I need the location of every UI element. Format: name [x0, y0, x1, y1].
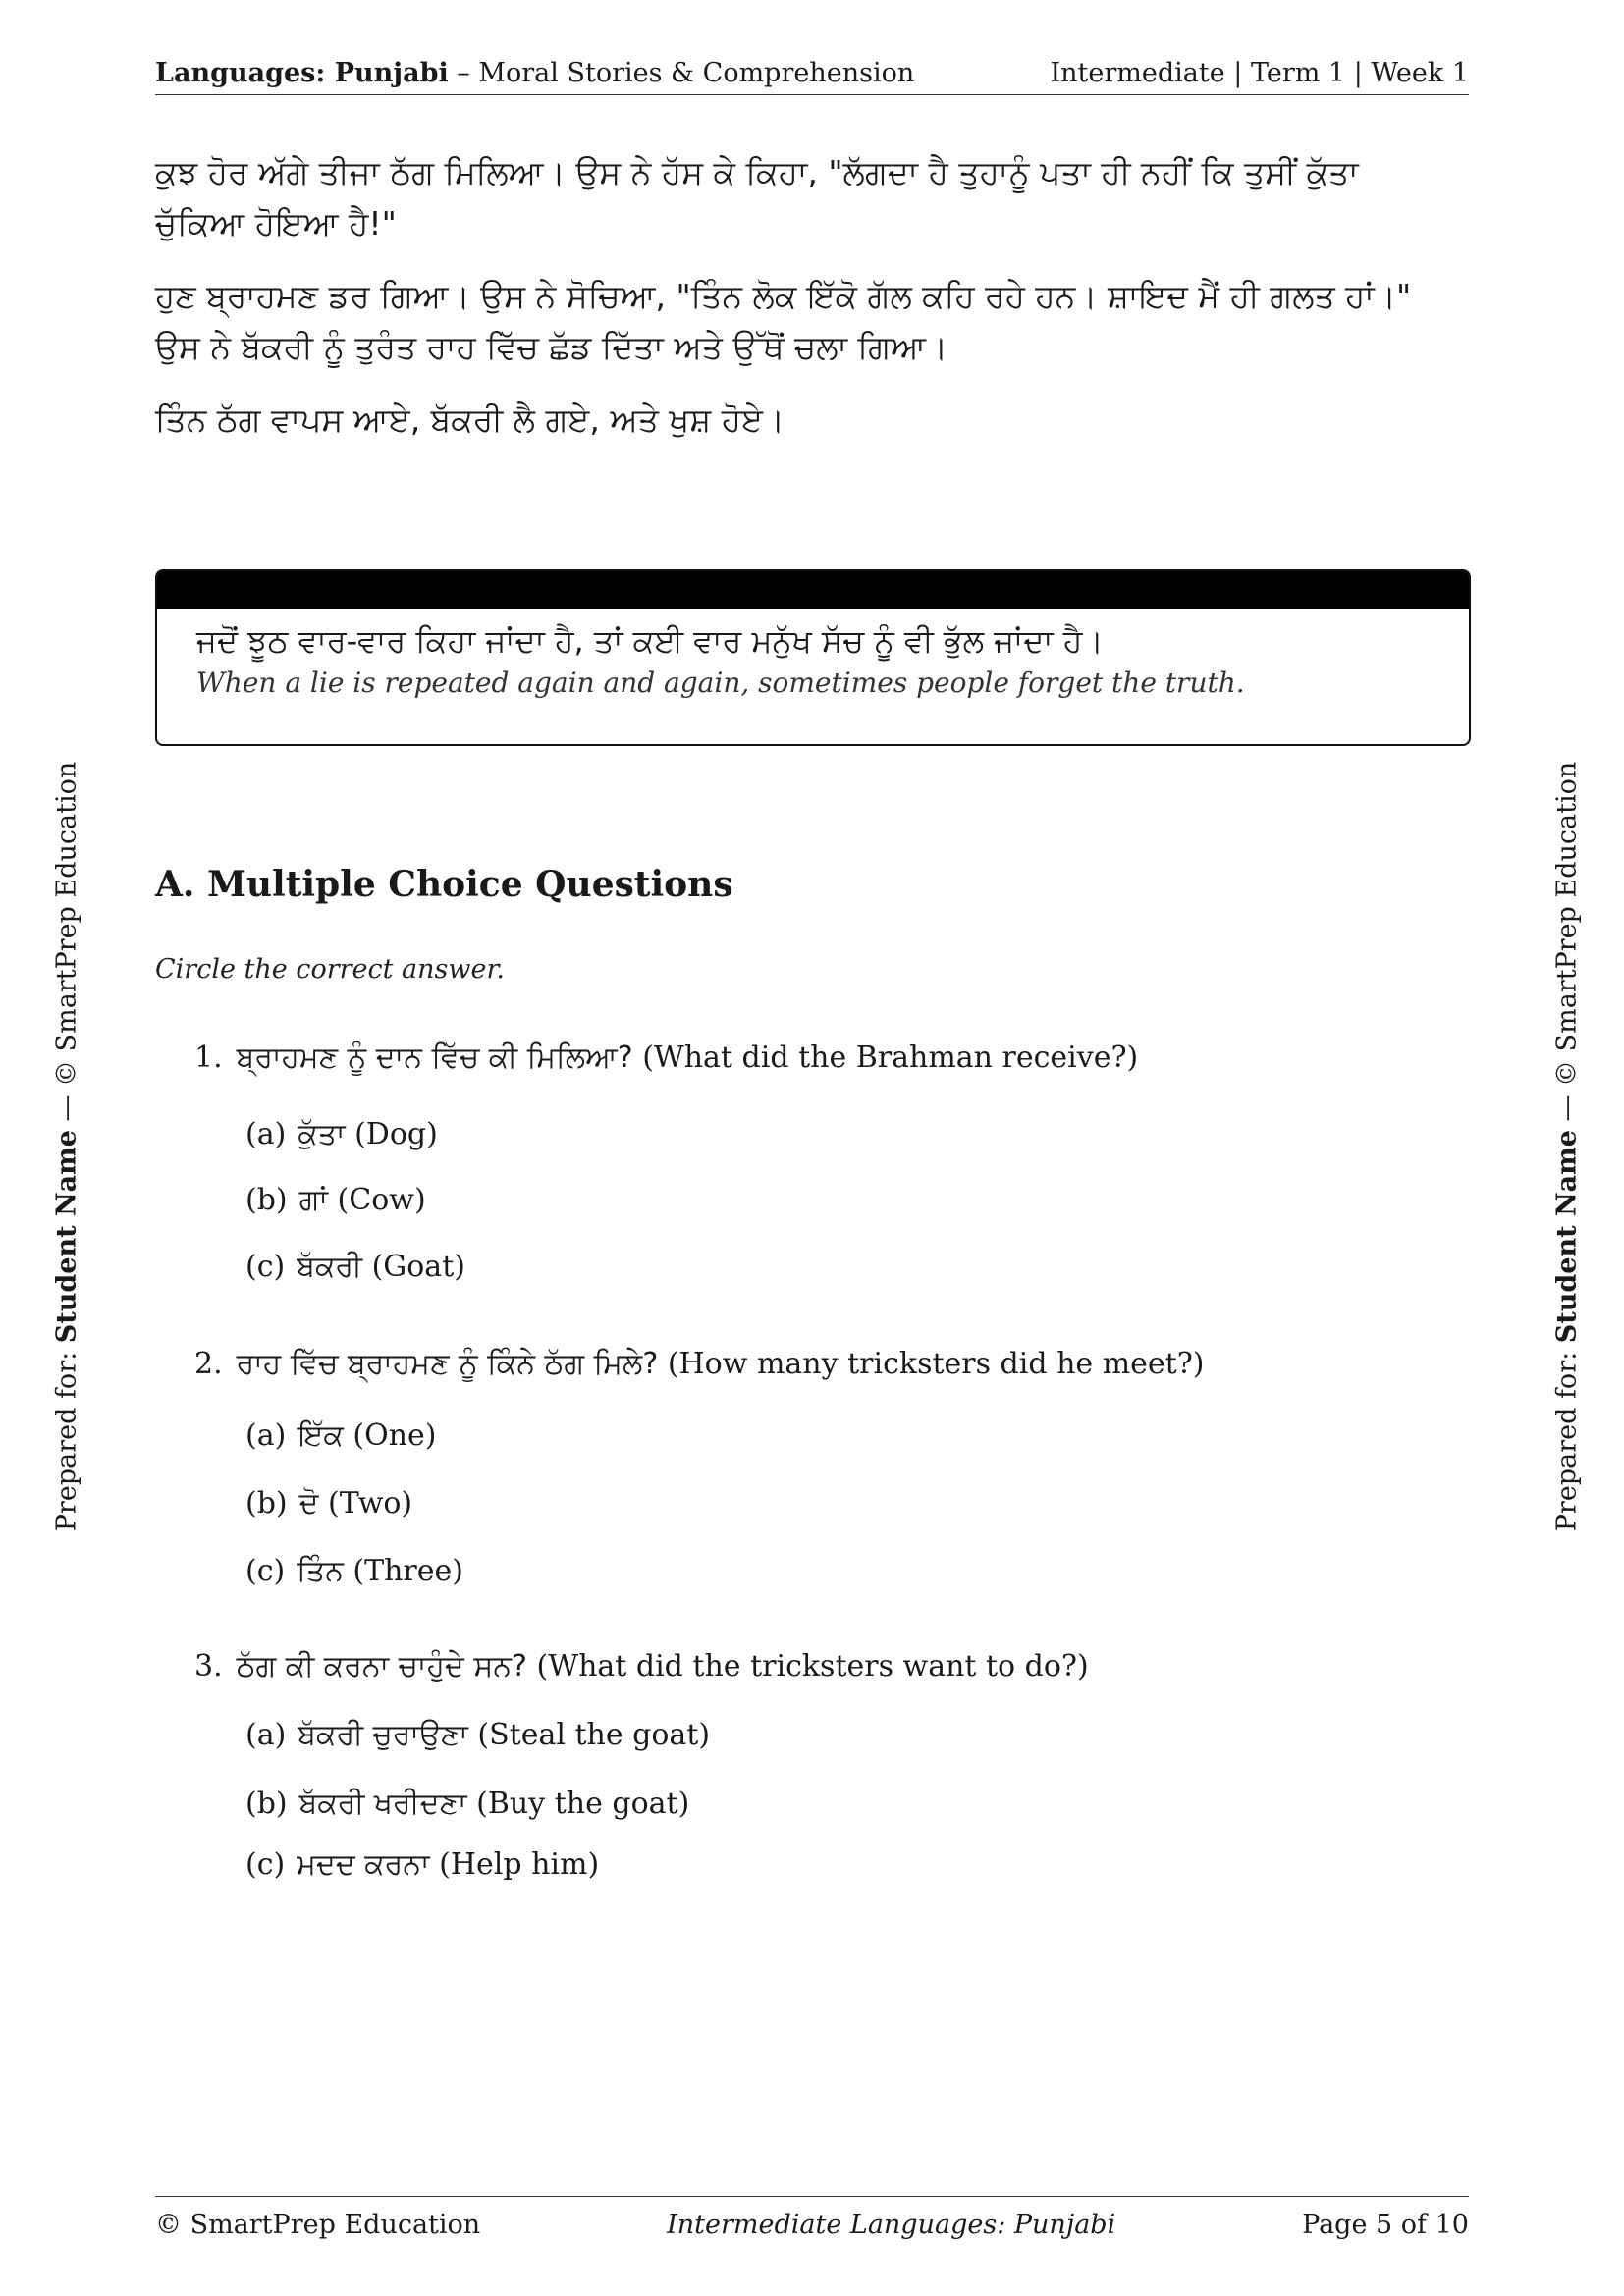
option-punjabi: ਤਿੰਨ	[297, 1554, 344, 1588]
side-suffix: — © SmartPrep Education	[51, 761, 82, 1131]
side-prefix: Prepared for:	[51, 1343, 82, 1532]
option-letter: (c)	[245, 1554, 286, 1588]
option-letter: (a)	[245, 1718, 287, 1752]
footer-page-number: Page 5 of 10	[1302, 2210, 1469, 2240]
option-english: (Goat)	[371, 1250, 465, 1284]
option-letter: (a)	[245, 1418, 287, 1453]
header-level-info: Intermediate | Term 1 | Week 1	[1050, 58, 1469, 88]
option-letter: (c)	[245, 1847, 286, 1882]
option-english: (One)	[352, 1418, 437, 1453]
option-punjabi: ਦੋ	[298, 1486, 319, 1521]
option-punjabi: ਬੱਕਰੀ	[297, 1250, 363, 1284]
question-3	[194, 1649, 1089, 1683]
page-footer	[155, 2196, 1469, 2240]
footer-copyright: © SmartPrep Education	[155, 2210, 481, 2240]
question-1	[194, 1041, 1138, 1075]
section-instruction: Circle the correct answer.	[155, 954, 505, 985]
option-letter: (a)	[245, 1117, 287, 1151]
q2-option-c[interactable]	[245, 1554, 463, 1588]
option-english: (Help him)	[439, 1847, 600, 1882]
section-title: A. Multiple Choice Questions	[155, 864, 733, 905]
story-text	[155, 147, 1471, 467]
option-punjabi: ਬੱਕਰੀ ਚੁਰਾਉਣਾ	[298, 1718, 468, 1752]
story-p1-line1: ਕੁਝ ਹੋਰ ਅੱਗੇ ਤੀਜਾ ਠੱਗ ਮਿਲਿਆ। ਉਸ ਨੇ ਹੱਸ ਕੇ ਕਿਹਾ, "ਲੱਗਦਾ ਹੈ ਤੁਹਾਨੂੰ ਪਤਾ ਹੀ ਨਹੀਂ ਕਿ ਤੁਸੀਂ ਕੁੱਤਾ	[155, 153, 1359, 191]
page-header	[155, 49, 1469, 95]
question-english: (How many tricksters did he meet?)	[667, 1347, 1205, 1381]
story-p2-line1: ਹੁਣ ਬ੍ਰਾਹਮਣ ਡਰ ਗਿਆ। ਉਸ ਨੇ ਸੋਚਿਆ, "ਤਿੰਨ ਲੋਕ ਇੱਕੋ ਗੱਲ ਕਹਿ ਰਹੇ ਹਨ। ਸ਼ਾਇਦ ਮੈਂ ਹੀ ਗਲਤ ਹਾਂ।"	[155, 277, 1412, 315]
option-english: (Three)	[352, 1554, 463, 1588]
right-side-label-text	[1552, 762, 1583, 1531]
option-punjabi: ਮਦਦ ਕਰਨਾ	[297, 1847, 430, 1882]
option-letter: (b)	[245, 1183, 288, 1217]
option-english: (Steal the goat)	[477, 1718, 711, 1752]
option-punjabi: ਬੱਕਰੀ ਖਰੀਦਣਾ	[298, 1787, 467, 1821]
header-subject-rest: – Moral Stories & Comprehension	[448, 58, 915, 88]
option-punjabi: ਗਾਂ	[298, 1183, 328, 1217]
question-number: 2.	[194, 1347, 223, 1381]
moral-box	[155, 569, 1471, 746]
option-english: (Dog)	[354, 1117, 438, 1151]
story-paragraph-1	[155, 147, 1471, 249]
question-punjabi: ਬ੍ਰਾਹਮਣ ਨੂੰ ਦਾਨ ਵਿੱਚ ਕੀ ਮਿਲਿਆ?	[236, 1041, 633, 1075]
side-prefix: Prepared for:	[1551, 1343, 1583, 1532]
q3-option-c[interactable]	[245, 1847, 599, 1882]
question-number: 1.	[194, 1041, 223, 1075]
q1-option-a[interactable]	[245, 1117, 438, 1151]
left-side-label-text	[52, 762, 82, 1531]
moral-box-header-bar	[157, 571, 1469, 609]
question-punjabi: ਰਾਹ ਵਿੱਚ ਬ੍ਰਾਹਮਣ ਨੂੰ ਕਿੰਨੇ ਠੱਗ ਮਿਲੇ?	[236, 1347, 659, 1381]
option-letter: (c)	[245, 1250, 286, 1284]
question-english: (What did the Brahman receive?)	[642, 1041, 1139, 1075]
option-letter: (b)	[245, 1486, 288, 1521]
option-punjabi: ਕੁੱਤਾ	[298, 1117, 346, 1151]
header-subject	[155, 58, 914, 88]
question-number: 3.	[194, 1649, 223, 1683]
moral-english: When a lie is repeated again and again, sometimes people forget the truth.	[196, 667, 1245, 699]
q3-option-b[interactable]	[245, 1787, 689, 1821]
q1-option-b[interactable]	[245, 1183, 426, 1217]
q3-option-a[interactable]	[245, 1718, 710, 1752]
story-paragraph-3: ਤਿੰਨ ਠੱਗ ਵਾਪਸ ਆਏ, ਬੱਕਰੀ ਲੈ ਗਏ, ਅਤੇ ਖੁਸ਼ ਹੋਏ।	[155, 400, 785, 439]
story-p2-line2: ਉਸ ਨੇ ਬੱਕਰੀ ਨੂੰ ਤੁਰੰਤ ਰਾਹ ਵਿੱਚ ਛੱਡ ਦਿੱਤਾ ਅਤੇ ਉੱਥੋਂ ਚਲਾ ਗਿਆ।	[155, 328, 948, 366]
option-english: (Buy the goat)	[476, 1787, 690, 1821]
footer-course-title: Intermediate Languages: Punjabi	[667, 2210, 1116, 2240]
moral-punjabi: ਜਦੋਂ ਝੂਠ ਵਾਰ-ਵਾਰ ਕਿਹਾ ਜਾਂਦਾ ਹੈ, ਤਾਂ ਕਈ ਵਾਰ ਮਨੁੱਖ ਸੱਚ ਨੂੰ ਵੀ ਭੁੱਲ ਜਾਂਦਾ ਹੈ।	[196, 622, 1104, 660]
option-punjabi: ਇੱਕ	[298, 1418, 344, 1453]
option-letter: (b)	[245, 1787, 288, 1821]
side-suffix: — © SmartPrep Education	[1551, 761, 1583, 1131]
story-paragraph-2	[155, 271, 1471, 373]
q2-option-b[interactable]	[245, 1486, 412, 1521]
header-subject-bold: Languages: Punjabi	[155, 58, 449, 88]
story-p1-line2: ਚੁੱਕਿਆ ਹੋਇਆ ਹੈ!"	[155, 204, 397, 242]
q2-option-a[interactable]	[245, 1418, 436, 1453]
question-english: (What did the tricksters want to do?)	[536, 1649, 1089, 1683]
question-2	[194, 1347, 1205, 1381]
option-english: (Cow)	[337, 1183, 426, 1217]
side-student-name: Student Name	[1551, 1130, 1583, 1344]
option-english: (Two)	[328, 1486, 413, 1521]
side-student-name: Student Name	[51, 1130, 82, 1344]
question-punjabi: ਠੱਗ ਕੀ ਕਰਨਾ ਚਾਹੁੰਦੇ ਸਨ?	[236, 1649, 527, 1683]
q1-option-c[interactable]	[245, 1250, 465, 1284]
